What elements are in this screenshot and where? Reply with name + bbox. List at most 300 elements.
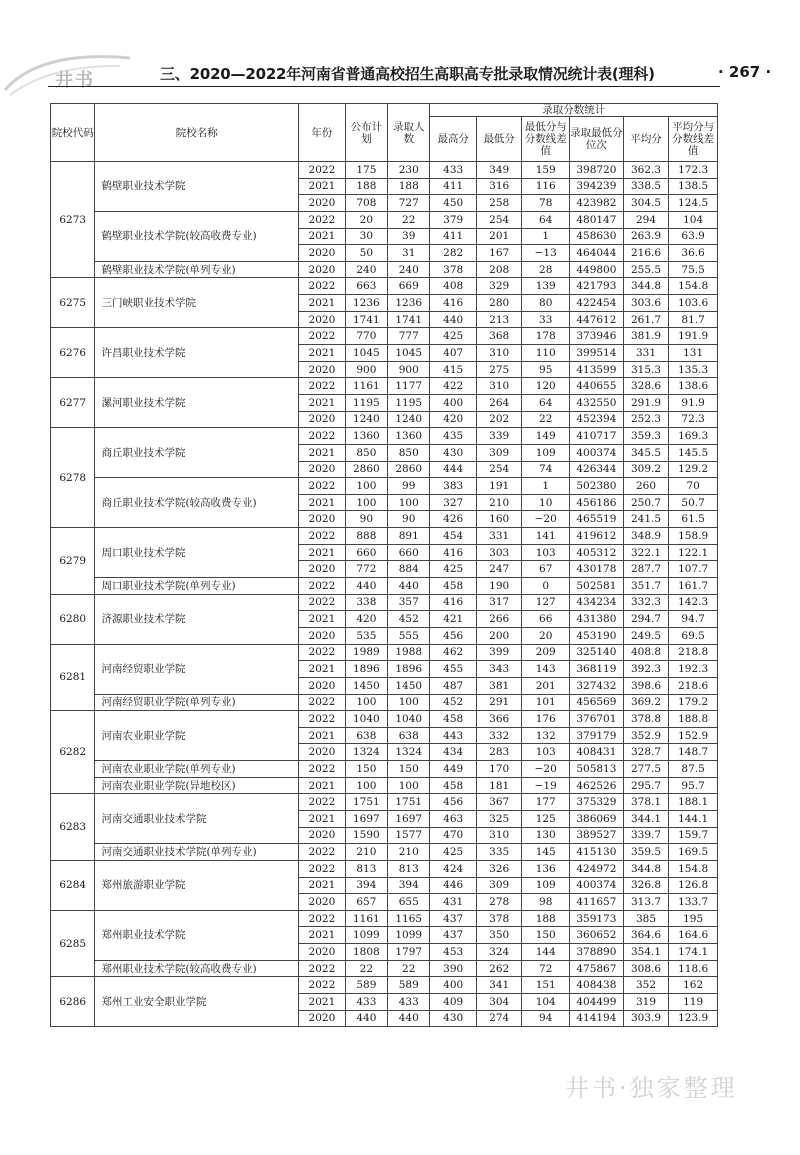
cell-year: 2022 (299, 694, 346, 711)
institution-name: 漯河职业技术学院 (95, 378, 299, 428)
cell-avg: 277.5 (623, 761, 668, 778)
cell-min: 191 (476, 478, 521, 495)
cell-year: 2022 (299, 478, 346, 495)
cell-plan: 1240 (345, 411, 387, 428)
cell-avg-diff: 133.7 (669, 894, 718, 911)
cell-min: 303 (476, 544, 521, 561)
cell-avg: 369.2 (623, 694, 668, 711)
cell-min: 170 (476, 761, 521, 778)
cell-min: 283 (476, 744, 521, 761)
cell-plan: 663 (345, 278, 387, 295)
cell-avg-diff: 36.6 (669, 245, 718, 262)
cell-avg: 294 (623, 211, 668, 228)
cell-min: 331 (476, 528, 521, 545)
cell-avg: 315.3 (623, 361, 668, 378)
cell-min-rank: 456569 (570, 694, 624, 711)
cell-year: 2022 (299, 528, 346, 545)
cell-min-rank: 447612 (570, 311, 624, 328)
cell-avg-diff: 87.5 (669, 761, 718, 778)
cell-avg: 291.9 (623, 394, 668, 411)
cell-min: 202 (476, 411, 521, 428)
cell-min-rank: 399514 (570, 345, 624, 362)
cell-min-rank: 419612 (570, 528, 624, 545)
cell-year: 2020 (299, 311, 346, 328)
cell-avg-diff: 162 (669, 977, 718, 994)
cell-year: 2020 (299, 245, 346, 262)
cell-avg: 339.7 (623, 827, 668, 844)
cell-max: 437 (430, 910, 477, 927)
cell-min-diff: −19 (522, 777, 570, 794)
cell-admitted: 638 (388, 727, 430, 744)
cell-min: 254 (476, 211, 521, 228)
cell-avg: 408.8 (623, 644, 668, 661)
cell-admitted: 188 (388, 178, 430, 195)
cell-plan: 660 (345, 544, 387, 561)
cell-min-diff: 101 (522, 694, 570, 711)
cell-avg-diff: 145.5 (669, 444, 718, 461)
cell-max: 400 (430, 394, 477, 411)
cell-plan: 1161 (345, 910, 387, 927)
cell-min-rank: 453190 (570, 627, 624, 644)
cell-avg: 319 (623, 994, 668, 1011)
cell-max: 449 (430, 761, 477, 778)
cell-min-rank: 422454 (570, 295, 624, 312)
table-row (51, 977, 718, 994)
cell-max: 424 (430, 860, 477, 877)
cell-max: 426 (430, 511, 477, 528)
institution-code: 6278 (51, 428, 95, 528)
institution-code: 6286 (51, 977, 95, 1027)
cell-plan: 638 (345, 727, 387, 744)
cell-min-diff: 64 (522, 211, 570, 228)
cell-admitted: 99 (388, 478, 430, 495)
cell-min-rank: 430178 (570, 561, 624, 578)
cell-year: 2022 (299, 594, 346, 611)
cell-min: 366 (476, 711, 521, 728)
cell-max: 411 (430, 228, 477, 245)
cell-min: 266 (476, 611, 521, 628)
cell-min: 310 (476, 378, 521, 395)
cell-min-diff: 103 (522, 744, 570, 761)
cell-avg-diff: 119 (669, 994, 718, 1011)
cell-year: 2021 (299, 927, 346, 944)
cell-avg-diff: 138.6 (669, 378, 718, 395)
cell-min: 349 (476, 162, 521, 179)
cell-avg-diff: 179.2 (669, 694, 718, 711)
cell-max: 434 (430, 744, 477, 761)
cell-admitted: 1697 (388, 810, 430, 827)
cell-year: 2021 (299, 494, 346, 511)
cell-admitted: 100 (388, 694, 430, 711)
cell-avg: 362.3 (623, 162, 668, 179)
cell-plan: 1195 (345, 394, 387, 411)
cell-max: 440 (430, 311, 477, 328)
cell-plan: 1099 (345, 927, 387, 944)
cell-max: 378 (430, 261, 477, 278)
cell-admitted: 1045 (388, 345, 430, 362)
institution-name: 河南农业职业学院(单列专业) (95, 761, 299, 778)
cell-min: 190 (476, 578, 521, 595)
cell-min-diff: 125 (522, 810, 570, 827)
cell-year: 2020 (299, 627, 346, 644)
cell-admitted: 1165 (388, 910, 430, 927)
cell-min: 399 (476, 644, 521, 661)
institution-name: 河南经贸职业学院(单列专业) (95, 694, 299, 711)
institution-name: 周口职业技术学院 (95, 528, 299, 578)
cell-avg: 263.9 (623, 228, 668, 245)
cell-min-rank: 502380 (570, 478, 624, 495)
cell-year: 2020 (299, 827, 346, 844)
cell-max: 458 (430, 711, 477, 728)
cell-avg-diff: 148.7 (669, 744, 718, 761)
cell-max: 470 (430, 827, 477, 844)
cell-admitted: 1896 (388, 661, 430, 678)
cell-min-rank: 368119 (570, 661, 624, 678)
cell-year: 2021 (299, 178, 346, 195)
cell-max: 430 (430, 444, 477, 461)
cell-plan: 813 (345, 860, 387, 877)
cell-min-diff: 139 (522, 278, 570, 295)
cell-avg-diff: 191.9 (669, 328, 718, 345)
cell-max: 456 (430, 627, 477, 644)
cell-min-rank: 414194 (570, 1010, 624, 1027)
cell-avg-diff: 129.2 (669, 461, 718, 478)
cell-min-diff: 94 (522, 1010, 570, 1027)
cell-admitted: 669 (388, 278, 430, 295)
cell-max: 408 (430, 278, 477, 295)
cell-min-rank: 452394 (570, 411, 624, 428)
cell-min-rank: 400374 (570, 444, 624, 461)
cell-plan: 188 (345, 178, 387, 195)
cell-max: 390 (430, 960, 477, 977)
cell-min-rank: 458630 (570, 228, 624, 245)
cell-max: 420 (430, 411, 477, 428)
cell-avg-diff: 91.9 (669, 394, 718, 411)
institution-code: 6280 (51, 594, 95, 644)
cell-min-diff: 10 (522, 494, 570, 511)
cell-max: 435 (430, 428, 477, 445)
cell-min: 181 (476, 777, 521, 794)
cell-min-diff: 143 (522, 661, 570, 678)
cell-avg: 359.5 (623, 844, 668, 861)
cell-avg-diff: 138.5 (669, 178, 718, 195)
header-max: 最高分 (430, 117, 477, 162)
cell-avg: 309.2 (623, 461, 668, 478)
cell-plan: 394 (345, 877, 387, 894)
cell-min-diff: 141 (522, 528, 570, 545)
cell-admitted: 555 (388, 627, 430, 644)
cell-year: 2021 (299, 877, 346, 894)
cell-min-rank: 502581 (570, 578, 624, 595)
cell-max: 425 (430, 328, 477, 345)
cell-admitted: 2860 (388, 461, 430, 478)
cell-min-diff: 136 (522, 860, 570, 877)
cell-admitted: 1195 (388, 394, 430, 411)
cell-min-diff: 150 (522, 927, 570, 944)
cell-avg: 351.7 (623, 578, 668, 595)
cell-plan: 1360 (345, 428, 387, 445)
cell-min: 160 (476, 511, 521, 528)
cell-avg-diff: 161.7 (669, 578, 718, 595)
cell-min-diff: 1 (522, 478, 570, 495)
cell-avg: 338.5 (623, 178, 668, 195)
cell-avg-diff: 107.7 (669, 561, 718, 578)
cell-avg: 252.3 (623, 411, 668, 428)
cell-avg: 216.6 (623, 245, 668, 262)
cell-avg-diff: 188.8 (669, 711, 718, 728)
table-row (51, 711, 718, 728)
cell-year: 2022 (299, 977, 346, 994)
cell-avg: 249.5 (623, 627, 668, 644)
cell-min-rank: 413599 (570, 361, 624, 378)
cell-min-diff: 67 (522, 561, 570, 578)
cell-min-rank: 408438 (570, 977, 624, 994)
cell-plan: 440 (345, 578, 387, 595)
cell-min-rank: 423982 (570, 195, 624, 212)
institution-code: 6284 (51, 860, 95, 910)
cell-min: 339 (476, 428, 521, 445)
cell-admitted: 1797 (388, 944, 430, 961)
cell-min-diff: 159 (522, 162, 570, 179)
cell-min-rank: 405312 (570, 544, 624, 561)
cell-plan: 433 (345, 994, 387, 1011)
cell-year: 2021 (299, 394, 346, 411)
cell-year: 2022 (299, 278, 346, 295)
cell-plan: 1236 (345, 295, 387, 312)
cell-plan: 1324 (345, 744, 387, 761)
cell-max: 443 (430, 727, 477, 744)
cell-min-rank: 431380 (570, 611, 624, 628)
institution-name: 郑州旅游职业学院 (95, 860, 299, 910)
cell-min: 213 (476, 311, 521, 328)
cell-year: 2020 (299, 461, 346, 478)
cell-year: 2021 (299, 727, 346, 744)
cell-max: 462 (430, 644, 477, 661)
cell-avg-diff: 152.9 (669, 727, 718, 744)
institution-name: 河南交通职业技术学院 (95, 794, 299, 844)
cell-min-rank: 373946 (570, 328, 624, 345)
cell-min: 324 (476, 944, 521, 961)
cell-plan: 30 (345, 228, 387, 245)
cell-min: 310 (476, 345, 521, 362)
cell-max: 454 (430, 528, 477, 545)
cell-year: 2022 (299, 211, 346, 228)
cell-min-rank: 434234 (570, 594, 624, 611)
cell-avg-diff: 154.8 (669, 278, 718, 295)
institution-name: 商丘职业技术学院 (95, 428, 299, 478)
cell-avg-diff: 70 (669, 478, 718, 495)
cell-min-diff: 95 (522, 361, 570, 378)
cell-max: 416 (430, 594, 477, 611)
cell-min-diff: 0 (522, 578, 570, 595)
cell-avg: 378.1 (623, 794, 668, 811)
table-row (51, 960, 718, 977)
cell-min-rank: 432550 (570, 394, 624, 411)
cell-avg: 255.5 (623, 261, 668, 278)
cell-avg: 381.9 (623, 328, 668, 345)
cell-min-rank: 400374 (570, 877, 624, 894)
table-row (51, 261, 718, 278)
cell-year: 2020 (299, 944, 346, 961)
cell-min: 200 (476, 627, 521, 644)
cell-max: 425 (430, 844, 477, 861)
cell-max: 409 (430, 994, 477, 1011)
cell-min-diff: 151 (522, 977, 570, 994)
cell-plan: 420 (345, 611, 387, 628)
cell-min: 201 (476, 228, 521, 245)
cell-admitted: 1577 (388, 827, 430, 844)
cell-avg-diff: 174.1 (669, 944, 718, 961)
institution-name: 河南交通职业技术学院(单列专业) (95, 844, 299, 861)
cell-min-diff: 22 (522, 411, 570, 428)
cell-min-diff: 201 (522, 677, 570, 694)
cell-min: 325 (476, 810, 521, 827)
header-min-rank: 录取最低分位次 (570, 117, 624, 162)
cell-avg: 241.5 (623, 511, 668, 528)
cell-year: 2021 (299, 777, 346, 794)
cell-admitted: 22 (388, 960, 430, 977)
cell-admitted: 1240 (388, 411, 430, 428)
cell-year: 2021 (299, 661, 346, 678)
cell-avg: 364.6 (623, 927, 668, 944)
institution-code: 6281 (51, 644, 95, 711)
cell-year: 2020 (299, 511, 346, 528)
cell-max: 416 (430, 295, 477, 312)
cell-avg: 313.7 (623, 894, 668, 911)
cell-admitted: 1040 (388, 711, 430, 728)
cell-min: 291 (476, 694, 521, 711)
cell-min-rank: 410717 (570, 428, 624, 445)
cell-year: 2020 (299, 195, 346, 212)
cell-plan: 1450 (345, 677, 387, 694)
cell-plan: 900 (345, 361, 387, 378)
cell-min-diff: 109 (522, 877, 570, 894)
page-title: 三、2020—2022年河南省普通高校招生高职高专批录取情况统计表(理科) (160, 65, 655, 83)
cell-max: 383 (430, 478, 477, 495)
cell-min-rank: 465519 (570, 511, 624, 528)
cell-avg: 304.5 (623, 195, 668, 212)
cell-min-diff: 177 (522, 794, 570, 811)
institution-name: 周口职业技术学院(单列专业) (95, 578, 299, 595)
cell-plan: 210 (345, 844, 387, 861)
cell-avg: 308.6 (623, 960, 668, 977)
institution-code: 6283 (51, 794, 95, 861)
cell-min: 309 (476, 444, 521, 461)
cell-year: 2022 (299, 761, 346, 778)
cell-max: 456 (430, 794, 477, 811)
cell-min-rank: 415130 (570, 844, 624, 861)
institution-name: 郑州工业安全职业学院 (95, 977, 299, 1027)
cell-avg-diff: 169.3 (669, 428, 718, 445)
cell-min-diff: −20 (522, 761, 570, 778)
cell-min-diff: 127 (522, 594, 570, 611)
cell-min-diff: 120 (522, 378, 570, 395)
cell-min-diff: 132 (522, 727, 570, 744)
cell-min-rank: 456186 (570, 494, 624, 511)
cell-min-diff: 80 (522, 295, 570, 312)
cell-min-rank: 411657 (570, 894, 624, 911)
cell-max: 463 (430, 810, 477, 827)
cell-min: 275 (476, 361, 521, 378)
cell-avg-diff: 142.3 (669, 594, 718, 611)
cell-year: 2022 (299, 960, 346, 977)
cell-admitted: 1099 (388, 927, 430, 944)
cell-year: 2020 (299, 677, 346, 694)
cell-plan: 338 (345, 594, 387, 611)
cell-avg: 378.8 (623, 711, 668, 728)
cell-year: 2022 (299, 910, 346, 927)
cell-admitted: 891 (388, 528, 430, 545)
header-code: 院校代码 (51, 104, 95, 162)
cell-year: 2021 (299, 444, 346, 461)
cell-avg: 328.7 (623, 744, 668, 761)
cell-admitted: 777 (388, 328, 430, 345)
cell-min: 210 (476, 494, 521, 511)
cell-min-diff: 66 (522, 611, 570, 628)
table-row (51, 644, 718, 661)
cell-min-diff: 209 (522, 644, 570, 661)
cell-year: 2020 (299, 894, 346, 911)
header-admitted: 录取人数 (388, 104, 430, 162)
cell-min-diff: 130 (522, 827, 570, 844)
cell-avg-diff: 72.3 (669, 411, 718, 428)
table-row (51, 860, 718, 877)
institution-code: 6285 (51, 910, 95, 977)
cell-avg-diff: 144.1 (669, 810, 718, 827)
cell-min: 343 (476, 661, 521, 678)
cell-year: 2020 (299, 1010, 346, 1027)
cell-avg-diff: 164.6 (669, 927, 718, 944)
cell-min-rank: 375329 (570, 794, 624, 811)
cell-max: 458 (430, 578, 477, 595)
cell-year: 2021 (299, 810, 346, 827)
cell-min: 350 (476, 927, 521, 944)
cell-admitted: 1236 (388, 295, 430, 312)
cell-min-rank: 449800 (570, 261, 624, 278)
cell-admitted: 589 (388, 977, 430, 994)
watermark: 井书·独家整理 (565, 1074, 738, 1102)
cell-avg-diff: 192.3 (669, 661, 718, 678)
cell-min: 262 (476, 960, 521, 977)
institution-name: 鹤壁职业技术学院 (95, 162, 299, 212)
cell-year: 2022 (299, 794, 346, 811)
cell-min-diff: −13 (522, 245, 570, 262)
cell-avg: 345.5 (623, 444, 668, 461)
cell-admitted: 1988 (388, 644, 430, 661)
cell-admitted: 394 (388, 877, 430, 894)
cell-admitted: 660 (388, 544, 430, 561)
cell-avg: 352.9 (623, 727, 668, 744)
header-rule (48, 86, 720, 87)
cell-admitted: 440 (388, 1010, 430, 1027)
cell-avg-diff: 50.7 (669, 494, 718, 511)
cell-year: 2020 (299, 261, 346, 278)
cell-avg-diff: 61.5 (669, 511, 718, 528)
cell-avg-diff: 122.1 (669, 544, 718, 561)
cell-avg: 328.6 (623, 378, 668, 395)
institution-name: 济源职业技术学院 (95, 594, 299, 644)
cell-min-diff: 74 (522, 461, 570, 478)
cell-plan: 1741 (345, 311, 387, 328)
cell-admitted: 357 (388, 594, 430, 611)
cell-admitted: 39 (388, 228, 430, 245)
cell-plan: 708 (345, 195, 387, 212)
table-row (51, 378, 718, 395)
cell-avg-diff: 218.8 (669, 644, 718, 661)
cell-year: 2021 (299, 994, 346, 1011)
table-row (51, 162, 718, 179)
cell-min: 167 (476, 245, 521, 262)
